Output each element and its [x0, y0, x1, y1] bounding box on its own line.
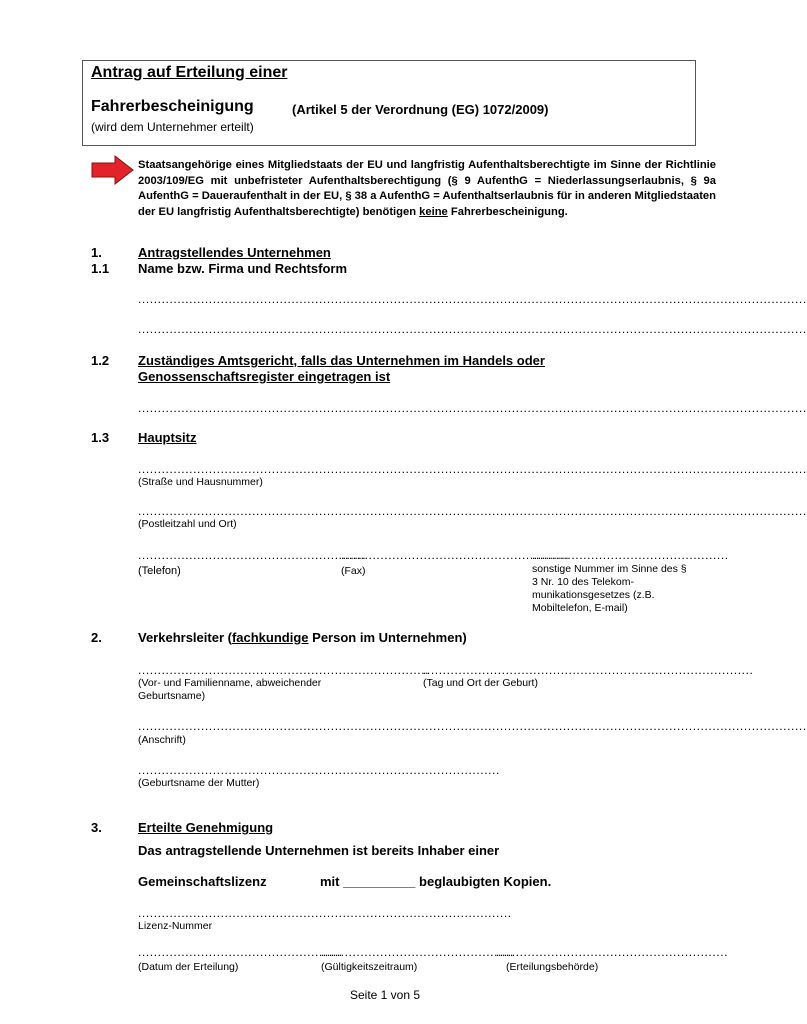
section-1-2-title: Zuständiges Amtsgericht, falls das Unternehmen im Handels oder Genossenschaftsregister eingetragen ist — [138, 353, 545, 384]
regulation-reference: (Artikel 5 der Verordnung (EG) 1072/2009) — [292, 102, 549, 117]
page-number: Seite 1 von 5 — [349, 988, 421, 1002]
postal-field[interactable]: .......................................................................................................................................................................... — [138, 504, 807, 518]
section-1-3-title: Hauptsitz — [138, 430, 197, 445]
validity-label: (Gültigkeitszeitraum) — [321, 961, 418, 973]
notice-emphasis: keine — [419, 205, 448, 218]
manager-name-label: (Vor- und Familienname, abweichender Geburtsname) — [138, 677, 322, 702]
section-1-2-number: 1.2 — [91, 353, 110, 368]
manager-name-field[interactable]: .......................................................................... — [138, 663, 430, 677]
company-name-line-2[interactable]: .......................................................................................................................................................................... — [138, 322, 807, 336]
birth-date-place-field[interactable]: .................................................................................... — [423, 663, 754, 677]
street-field[interactable]: .......................................................................................................................................................................... — [138, 462, 807, 476]
issue-date-label: (Datum der Erteilung) — [138, 961, 239, 973]
issuing-authority-label: (Erteilungsbehörde) — [506, 961, 599, 973]
phone-field[interactable]: .......................................................... — [138, 548, 367, 562]
red-arrow-icon — [91, 155, 135, 185]
validity-field[interactable]: ................................................. — [321, 945, 514, 959]
license-number-label: Lizenz-Nummer — [138, 920, 213, 932]
section-3-number: 3. — [91, 820, 102, 835]
form-title-main: Fahrerbescheinigung — [91, 98, 254, 115]
other-number-label: sonstige Nummer im Sinne des § 3 Nr. 10 des Telekom-munikationsgesetzes (z.B. Mobiltelefon, E-mail) — [532, 563, 687, 614]
other-number-field[interactable]: .................................................. — [532, 548, 729, 562]
manager-address-field[interactable]: .......................................................................................................................................................................... — [138, 719, 807, 733]
birth-date-place-label: (Tag und Ort der Geburt) — [423, 677, 538, 689]
section-1-3-number: 1.3 — [91, 430, 110, 445]
notice-text: Staatsangehörige eines Mitgliedstaats der EU und langfristig Aufenthaltsberechtigte im Sinne der Richtlinie 2003/109/EG mit unbefristeter Aufenthaltsberechtigung (§ 9 AufenthG = Niederlassungserlaubnis, § 9a AufenthG = Daueraufenthalt in der EU, § 38 a AufenthG = Aufenthaltserlaubnis für in anderen Mitgliedstaaten der EU langfristig Aufenthaltsberechtigte) benötigen keine Fahrerbescheinigung. — [138, 159, 716, 218]
section-1-title: Antragstellendes Unternehmen — [138, 245, 331, 260]
street-label: (Straße und Hausnummer) — [138, 476, 263, 488]
form-subtitle: (wird dem Unternehmer erteilt) — [91, 120, 254, 134]
permit-statement: Das antragstellende Unternehmen ist bereits Inhaber einer — [138, 843, 500, 858]
postal-label: (Postleitzahl und Ort) — [138, 518, 237, 530]
form-title: Antrag auf Erteilung einer — [91, 64, 288, 81]
section-3-title: Erteilte Genehmigung — [138, 820, 274, 835]
certified-copies: mit __________ beglaubigten Kopien. — [320, 874, 552, 889]
section-2-number: 2. — [91, 630, 102, 645]
mother-name-label: (Geburtsname der Mutter) — [138, 777, 260, 789]
company-name-line-1[interactable]: .......................................................................................................................................................................... — [138, 292, 807, 306]
issuing-authority-field[interactable]: ........................................................... — [496, 945, 729, 959]
license-number-field[interactable]: ............................................................................................... — [138, 906, 512, 920]
license-type: Gemeinschaftslizenz — [138, 874, 267, 889]
section-1-1-number: 1.1 — [91, 261, 110, 276]
manager-address-label: (Anschrift) — [138, 734, 186, 746]
section-1-1-title: Name bzw. Firma und Rechtsform — [138, 261, 347, 276]
court-field[interactable]: .......................................................................................................................................................................... — [138, 401, 807, 415]
fax-field[interactable]: .......................................................... — [341, 548, 570, 562]
phone-label: (Telefon) — [138, 565, 181, 577]
mother-name-field[interactable]: ............................................................................................ — [138, 763, 500, 777]
fax-label: (Fax) — [341, 565, 366, 577]
section-2-title: Verkehrsleiter (fachkundige Person im Unternehmen) — [138, 630, 467, 645]
section-1-number: 1. — [91, 245, 102, 260]
issue-date-field[interactable]: .................................................... — [138, 945, 343, 959]
